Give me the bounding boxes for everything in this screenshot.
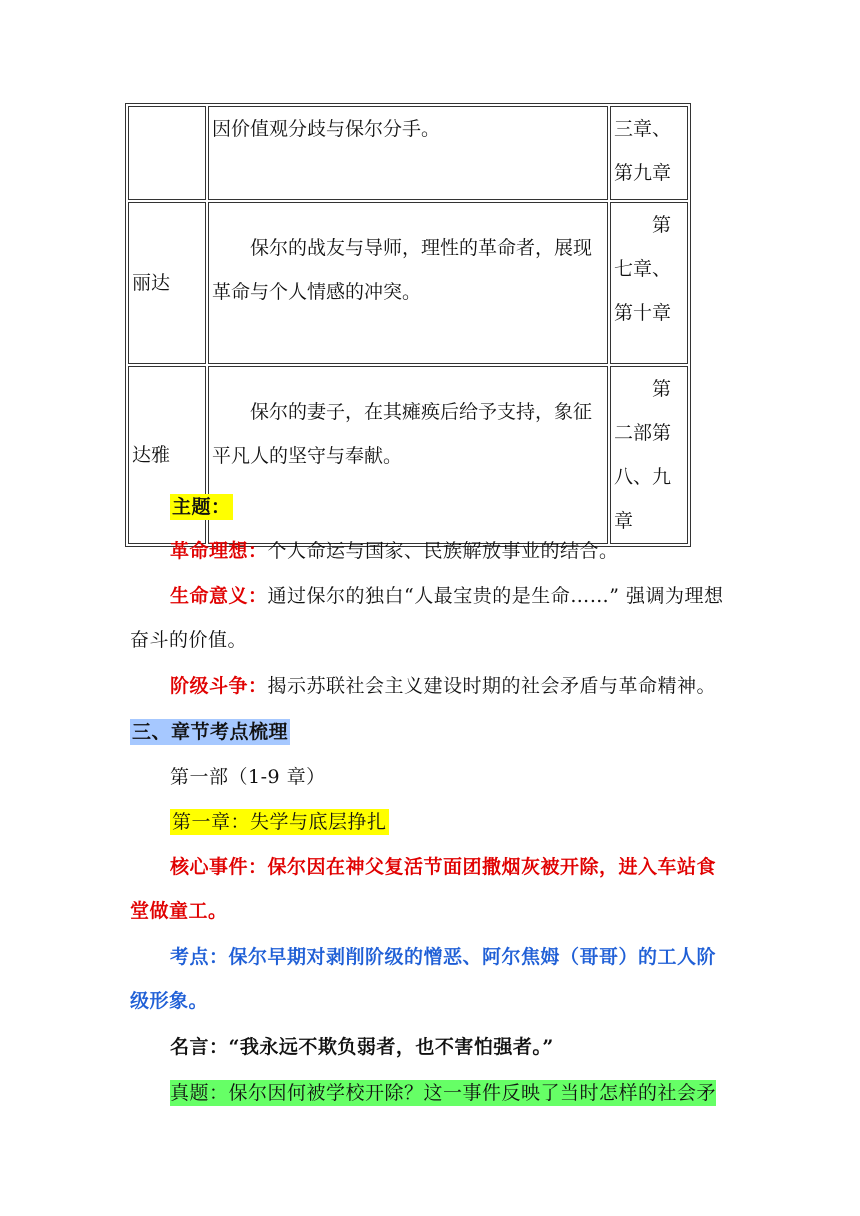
chapter-title: 第一章：失学与底层挣扎	[172, 811, 387, 833]
chapter-title-line	[170, 800, 775, 844]
character-description: 因价值观分歧与保尔分手。	[208, 106, 608, 200]
character-name	[128, 106, 206, 200]
theme-heading-line	[170, 485, 775, 529]
famous-quote: 名言：“我永远不欺负弱者，也不害怕强者。”	[170, 1036, 554, 1058]
character-description: 保尔的战友与导师，理性的革命者，展现革命与个人情感的冲突。	[212, 237, 593, 303]
character-chapters: 三章、第九章	[610, 106, 688, 200]
character-table	[125, 103, 691, 547]
real-question: 真题：保尔因何被学校开除？这一事件反映了当时怎样的社会矛	[170, 1082, 717, 1104]
core-event: 核心事件：保尔因在神父复活节面团撒烟灰被开除，进入车站食堂做童工。	[130, 856, 717, 922]
real-question-line	[170, 1071, 775, 1115]
character-description: 保尔的妻子，在其瘫痪后给予支持，象征平凡人的坚守与奉献。	[212, 401, 593, 467]
theme-item-text: 个人命运与国家、民族解放事业的结合。	[267, 540, 619, 562]
character-chapters: 第七章、第十章	[614, 214, 672, 324]
exam-point: 考点：保尔早期对剥削阶级的憎恶、阿尔焦姆（哥哥）的工人阶级形象。	[130, 946, 717, 1012]
section-heading: 三、章节考点梳理	[132, 721, 289, 743]
theme-item-class	[170, 664, 775, 708]
theme-item-text: 揭示苏联社会主义建设时期的社会矛盾与革命精神。	[267, 675, 717, 697]
table-row	[128, 106, 688, 200]
theme-item-text: 通过保尔的独白“人最宝贵的是生命……” 强调为理想奋斗的价值。	[130, 585, 724, 651]
theme-item-label: 阶级斗争：	[170, 675, 268, 697]
theme-item-life	[130, 574, 735, 662]
part-title: 第一部（1-9 章）	[170, 766, 326, 788]
character-chapters: 第二部第八、九章	[614, 378, 672, 532]
theme-item-label: 革命理想：	[170, 540, 268, 562]
theme-item-revolution	[170, 529, 775, 573]
table-row	[128, 202, 688, 364]
theme-heading: 主题：	[172, 496, 231, 518]
character-name: 达雅	[128, 366, 206, 544]
character-name: 丽达	[128, 202, 206, 364]
theme-item-label: 生命意义：	[170, 585, 268, 607]
section-heading-line	[130, 710, 735, 754]
